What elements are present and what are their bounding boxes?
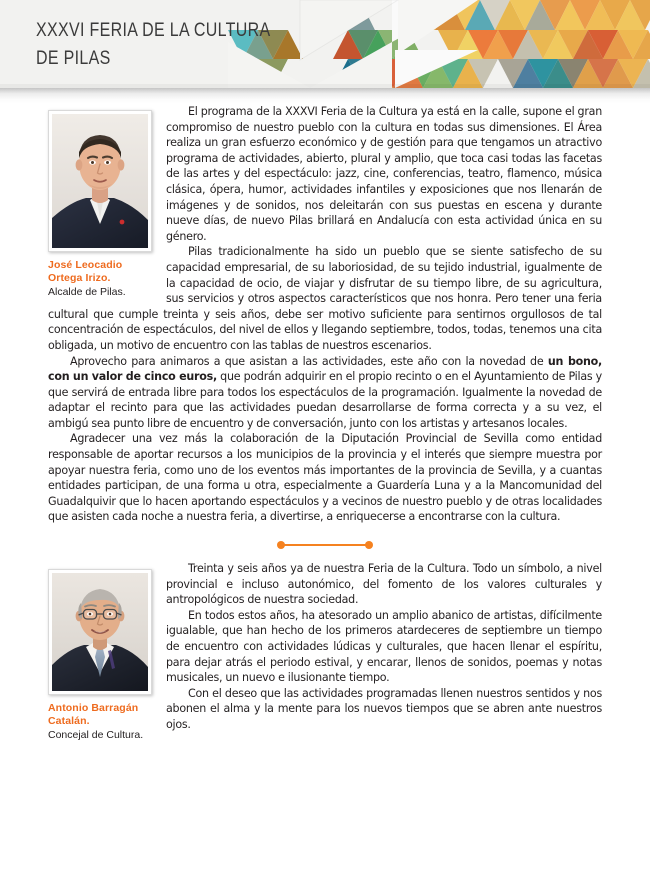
caption-role: Alcalde de Pilas. [48, 286, 126, 298]
portrait-photo-alcalde [52, 114, 148, 248]
divider-dot-left-icon [277, 541, 285, 549]
photo-caption-concejal [48, 702, 152, 742]
caption-role: Concejal de Cultura. [48, 729, 144, 742]
paragraph-with-bold [48, 354, 602, 432]
portrait-photo-concejal [52, 573, 148, 691]
photo-block-alcalde [48, 110, 152, 299]
bold-highlight: un bono, con un valor de cinco euros, [48, 354, 602, 384]
photo-frame [48, 569, 152, 695]
page-header [0, 0, 650, 88]
paragraph: En todos estos años, ha atesorado un amplio abanico de artistas, difícilmente igualable, que han hecho de los primeros atardeceres de septiembre un tiempo de encuentro con actividades lúdicas y culturales, que hacen llenar el espíritu, para dejar atrás el periodo estival, y encarar, llenos de sonidos, poemas y notas musicales, un nuevo e ilusionante tiempo. [166, 608, 602, 685]
caption-name: Antonio Barragán Catalán. [48, 702, 139, 728]
article-alcalde [0, 104, 650, 525]
header-drop-shadow [0, 88, 650, 104]
paragraph: Agradecer una vez más la colaboración de la Diputación Provincial de Sevilla como entidad responsable de aportar recursos a los municipios de la provincia y el interés que siempre muestra por apoyar nuestra feria, como uno de los eventos más importantes de la provincia de Sevilla, y a cuantas entidades participan, de una forma u otra, especialmente a Guardería Luna y a la Mancomunidad del Guadalquivir que lo hacen aportando espectáculos y a vecinos de nuestro pueblo y de otras localidades que asisten cada noche a nuestra feria, a divertirse, a enriquecerse a encontrarse con la cultura. [48, 432, 602, 524]
divider-line [281, 544, 369, 546]
paragraph-part: Aprovecho para animaros a que asistan a las actividades, este año con la novedad de [70, 354, 548, 368]
article-concejal [0, 561, 650, 744]
page-title [36, 16, 271, 72]
photo-caption-alcalde [48, 259, 152, 299]
page-title-line2: DE PILAS [36, 47, 111, 69]
caption-name: José Leocadio Ortega Irizo. [48, 259, 123, 284]
page-title-line1: XXXVI FERIA DE LA CULTURA [36, 19, 271, 41]
orange-dotted-divider [0, 531, 650, 561]
paragraph: Con el deseo que las actividades programadas llenen nuestros sentidos y nos abonen el alma y la mente para los nuevos tiempos que se abren ante nuestros ojos. [166, 686, 602, 731]
paragraph: El programa de la XXXVI Feria de la Cultura ya está en la calle, supone el gran compromiso de nuestro pueblo con la cultura en todas sus dimensiones. El Área realiza un gran esfuerzo económico y de gestión para que tengamos un atractivo programa de actividades, abierto, plural y amplio, que toca casi todas las facetas de las artes y del espectáculo: jazz, cine, conferencias, teatro, flamenco, música clásica, ópera, humor, actividades infantiles y exposiciones que nos llenarán de imágenes y de sonidos, nos deleitarán con sus puestas en escena y durante nueve días, de nuevo Pilas brillará en Andalucía con esta actividad única en su género. [166, 105, 602, 243]
photo-block-concejal [48, 569, 152, 742]
paragraph: Pilas tradicionalmente ha sido un pueblo que se siente satisfecho de su capacidad empresarial, de su laboriosidad, de su tejido industrial, igualmente de la capacidad de ocio, de viajar y disfrutar de su tiempo libre, de su agricultura, sus servicios y otros aspectos característicos que nos honra. Pero tener una feria cultural que cumple treinta y seis años, debe ser motivo suficiente para sentirnos orgullosos de tal concentración de espectáculos, del nivel de ellos y llegando septiembre, todos, todas, tenemos una cita obligada, un motivo de encuentro con las tablas de nuestros escenarios. [48, 245, 602, 352]
paragraph-part: que podrán adquirir en el propio recinto o en el Ayuntamiento de Pilas y que servirá de entrada libre para todos los espectáculos de la programación. Igualmente la novedad de adaptar el recinto para que las actividades puedan desarrollarse de forma correcta y a su vez, el ambigú sea punto libre de encuentro y de conversación, junto con los artistas y artesanos locales. [48, 370, 602, 430]
page-body [0, 104, 650, 744]
photo-frame [48, 110, 152, 252]
divider-dot-right-icon [365, 541, 373, 549]
paragraph: Treinta y seis años ya de nuestra Feria de la Cultura. Todo un símbolo, a nivel provincial e incluso autonómico, del fomento de los valores culturales y antropológicos de nuestra sociedad. [166, 562, 602, 607]
